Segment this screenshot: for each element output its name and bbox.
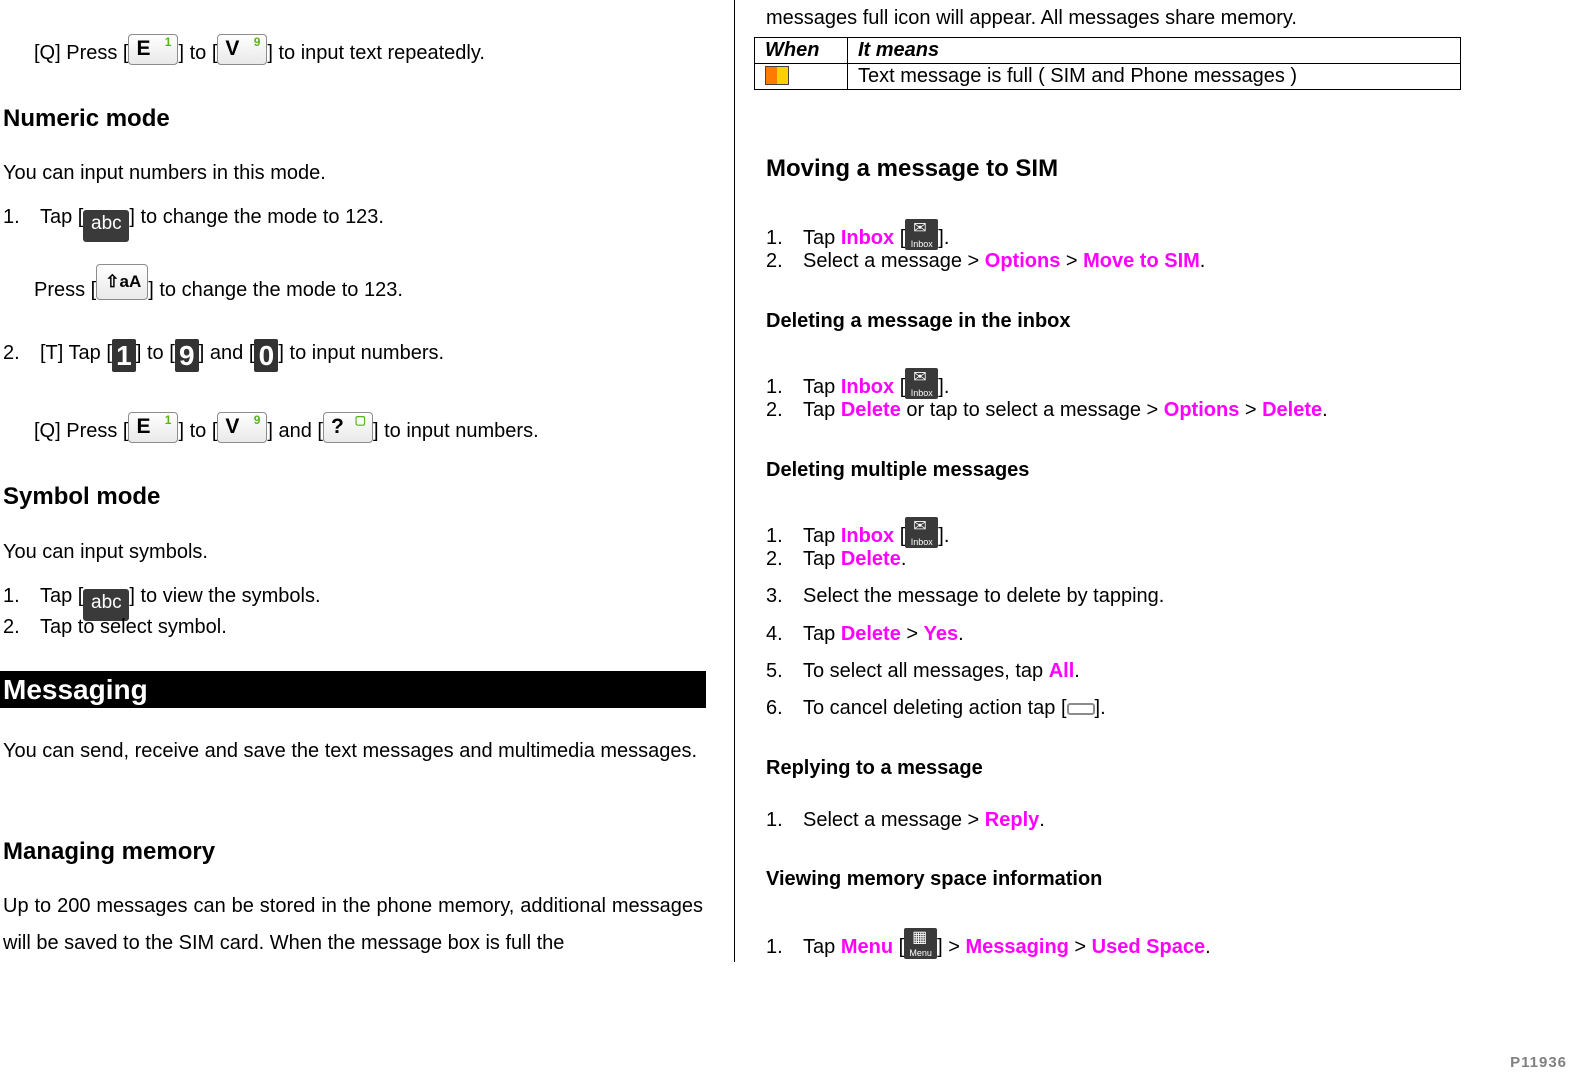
shift-key-icon: ⇧aA [96,264,148,300]
memory-info-heading: Viewing memory space information [766,868,1103,890]
column-divider [734,0,735,962]
numeric-step-1b: Press [ ⇧aA ] to change the mode to 123. [34,264,403,300]
messaging-section-title: Messaging [0,671,706,708]
numeric-mode-heading: Numeric mode [3,105,170,132]
delete-multi-step-1: 1. Tap Inbox [ ✉ Inbox ]. [766,518,950,547]
page-id-footer: P11936 [1510,1054,1567,1071]
symbol-step-1: 1. Tap [ abc ] to view the symbols. [3,586,321,621]
delete-multi-step-4: 4. Tap Delete > Yes. [766,623,964,645]
question-key-icon: ? ▢ [323,412,373,443]
digit-0-icon: 0 [254,339,278,372]
v-key-icon: V 9 [217,412,267,443]
table-header-meaning: It means [848,38,1461,64]
delete-multiple-heading: Deleting multiple messages [766,459,1030,481]
numeric-mode-intro: You can input numbers in this mode. [3,162,326,184]
delete-multi-step-3: 3. Select the message to delete by tapping. [766,585,1165,607]
numeric-step-2: 2. [T] Tap [ 1 ] to [ 9 ] and [ 0 ] to input numbers. [3,340,445,371]
table-row [755,64,1461,90]
delete-inbox-heading: Deleting a message in the inbox [766,310,1071,332]
move-sim-step-2: 2. Select a message > Options > Move to SIM. [766,250,1206,272]
reply-heading: Replying to a message [766,757,983,779]
menu-icon: ▦ Menu [904,928,937,959]
symbol-step-2: 2. Tap to select symbol. [3,616,227,638]
e-key-icon: E 1 [128,34,178,65]
abc-key-icon: abc [83,589,129,621]
delete-multi-step-2: 2. Tap Delete. [766,548,907,570]
abc-key-icon: abc [83,210,129,242]
delete-multi-step-6: 6. To cancel deleting action tap [ ]. [766,697,1106,719]
managing-memory-text: Up to 200 messages can be stored in the phone memory, additional messages will be saved to the SIM card. When the message box is full the [3,895,703,954]
managing-memory-heading: Managing memory [3,838,216,865]
delete-inbox-step-1: 1. Tap Inbox [ ✉ Inbox ]. [766,369,950,398]
memory-info-step-1: 1. Tap Menu [ ▦ Menu ] > Messaging > Used Space. [766,929,1211,958]
q-text-instruction: [Q] Press [ E 1 ] to [ V 9 ] to input text repeatedly. [34,35,485,64]
messaging-intro: You can send, receive and save the text messages and multimedia messages. [3,740,698,762]
inbox-icon: ✉ Inbox [905,219,938,250]
symbol-mode-intro: You can input symbols. [3,541,208,563]
symbol-mode-heading: Symbol mode [3,483,161,510]
message-full-table [754,37,1461,90]
delete-multi-step-5: 5. To select all messages, tap All. [766,660,1080,682]
table-header-when: When [755,38,848,64]
move-to-sim-heading: Moving a message to SIM [766,155,1059,182]
back-icon [1067,703,1095,715]
message-full-icon [765,66,789,85]
delete-inbox-step-2: 2. Tap Delete or tap to select a message > Options > Delete. [766,399,1328,421]
memory-continued-text: messages full icon will appear. All messages share memory. [766,7,1297,29]
v-key-icon: V 9 [217,34,267,65]
e-key-icon: E 1 [128,412,178,443]
table-cell-icon [755,64,848,90]
numeric-step-1: 1. Tap [ abc ] to change the mode to 123. [3,207,384,242]
inbox-icon: ✉ Inbox [905,368,938,399]
digit-9-icon: 9 [175,339,199,372]
reply-step-1: 1. Select a message > Reply. [766,809,1045,831]
move-sim-step-1: 1. Tap Inbox [ ✉ Inbox ]. [766,220,950,249]
inbox-icon: ✉ Inbox [905,517,938,548]
table-header-row [755,38,1461,64]
digit-1-icon: 1 [112,339,136,372]
numeric-step-2b: [Q] Press [ E 1 ] to [ V 9 ] and [ ? ▢ ] to input numbers. [34,413,539,442]
table-cell-text: Text message is full ( SIM and Phone messages ) [848,64,1461,90]
